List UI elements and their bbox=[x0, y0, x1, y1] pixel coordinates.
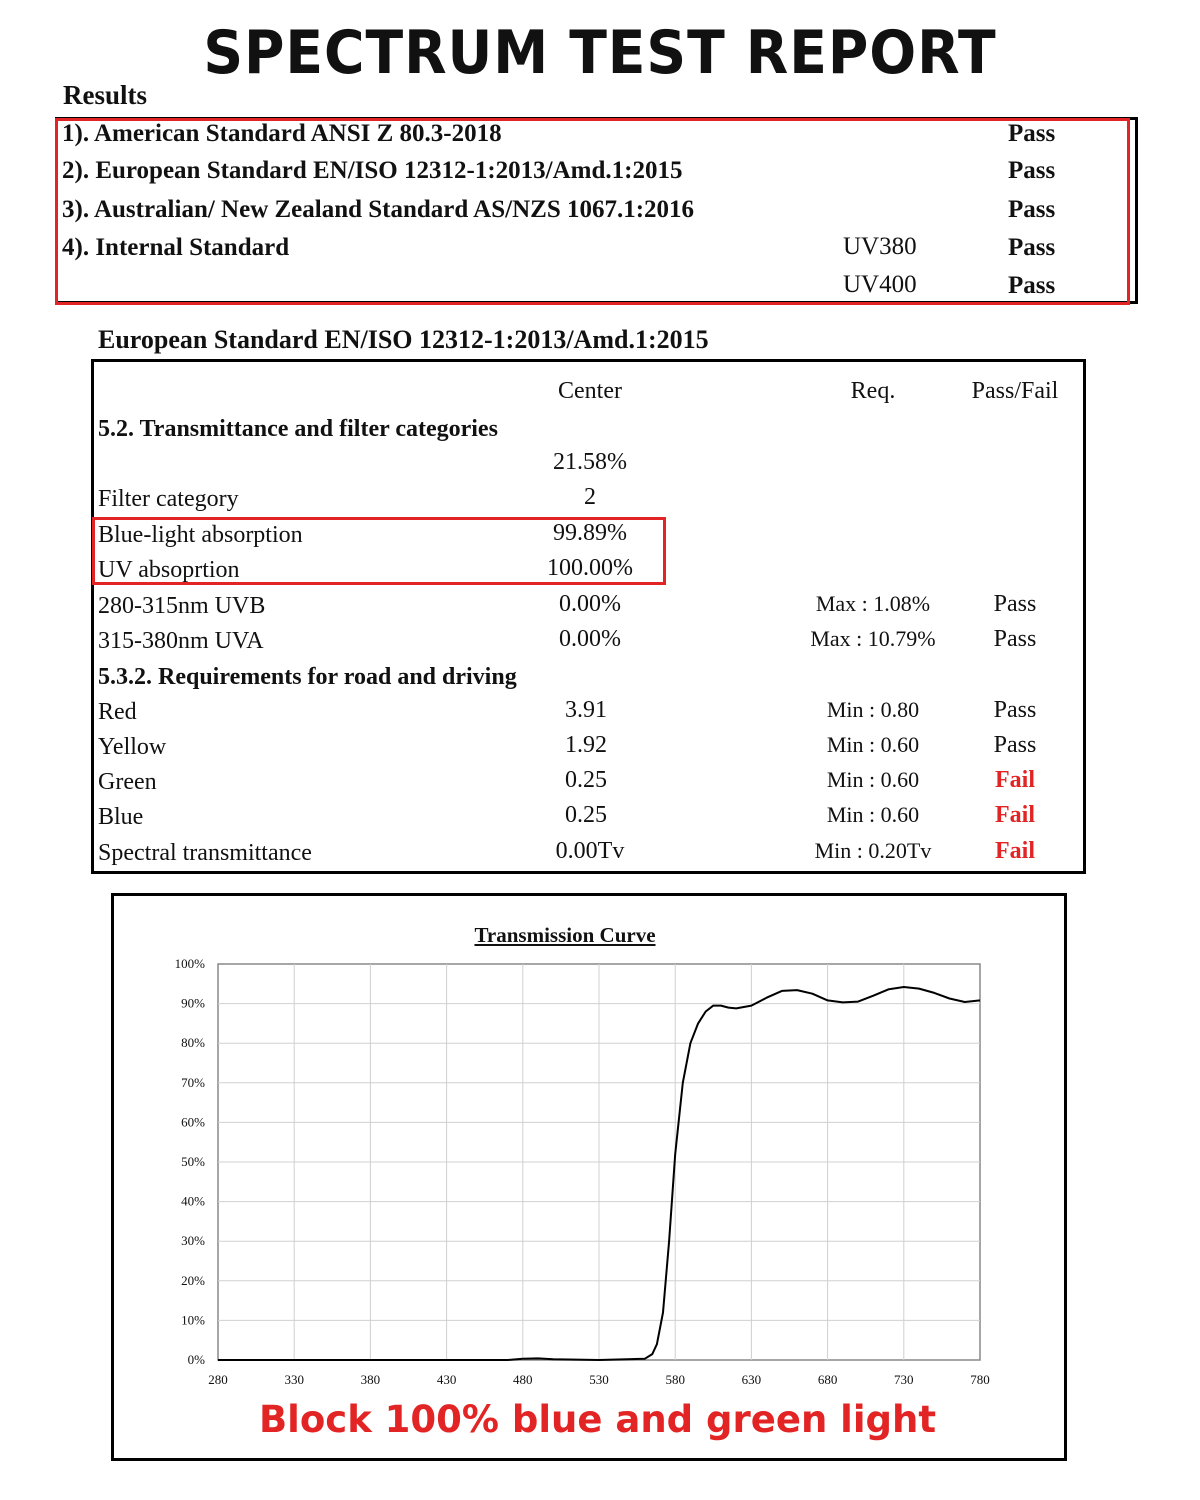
section-transmittance: 5.2. Transmittance and filter categories bbox=[98, 416, 498, 442]
row-result: Pass bbox=[993, 591, 1037, 617]
row-result: Pass bbox=[993, 697, 1037, 723]
y-tick-label: 90% bbox=[181, 995, 205, 1011]
row-center: 3.91 bbox=[565, 697, 607, 723]
y-tick-label: 70% bbox=[181, 1074, 205, 1090]
row-label: UV absoprtion bbox=[98, 557, 240, 583]
result-row-4: 4). Internal Standard bbox=[62, 234, 290, 261]
header-passfail: Pass/Fail bbox=[971, 378, 1059, 404]
row-label: Spectral transmittance bbox=[98, 840, 312, 866]
row-result: Pass bbox=[993, 732, 1037, 758]
transmittance-value: 21.58% bbox=[553, 449, 627, 475]
y-tick-label: 0% bbox=[187, 1352, 205, 1367]
result-extra-4: UV380 bbox=[843, 233, 917, 260]
row-req: Min : 0.80 bbox=[826, 697, 920, 722]
row-center: 0.25 bbox=[565, 767, 607, 793]
x-tick-label: 330 bbox=[284, 1372, 304, 1387]
row-req: Max : 10.79% bbox=[810, 626, 936, 651]
x-tick-label: 580 bbox=[665, 1372, 685, 1387]
result-status-5: Pass bbox=[1008, 272, 1056, 299]
page-title: SPECTRUM TEST REPORT bbox=[203, 18, 997, 88]
row-center: 0.00% bbox=[559, 626, 621, 652]
result-status-2: Pass bbox=[1008, 157, 1056, 184]
header-req: Req. bbox=[850, 378, 896, 404]
row-result: Fail bbox=[995, 838, 1035, 864]
result-status-1: Pass bbox=[1008, 120, 1056, 147]
y-tick-label: 100% bbox=[174, 956, 205, 971]
row-label: 315-380nm UVA bbox=[98, 628, 264, 654]
row-label: Filter category bbox=[98, 486, 239, 512]
row-req: Min : 0.60 bbox=[826, 802, 920, 827]
y-tick-label: 40% bbox=[181, 1193, 205, 1209]
x-tick-label: 630 bbox=[741, 1372, 762, 1387]
row-req: Max : 1.08% bbox=[815, 591, 931, 616]
section-road-driving: 5.3.2. Requirements for road and driving bbox=[98, 664, 517, 690]
result-row-1: 1). American Standard ANSI Z 80.3-2018 bbox=[62, 120, 502, 147]
x-tick-label: 430 bbox=[436, 1372, 457, 1387]
row-center: 99.89% bbox=[553, 520, 627, 546]
result-row-2: 2). European Standard EN/ISO 12312-1:2013/Amd.1:2015 bbox=[62, 157, 683, 184]
y-tick-label: 20% bbox=[181, 1272, 205, 1288]
result-row-3: 3). Australian/ New Zealand Standard AS/NZS 1067.1:2016 bbox=[62, 196, 695, 223]
x-tick-label: 780 bbox=[970, 1372, 990, 1387]
x-tick-label: 380 bbox=[360, 1372, 381, 1387]
x-tick-label: 280 bbox=[208, 1372, 228, 1387]
chart-title: Transmission Curve bbox=[474, 923, 656, 947]
row-center: 0.00% bbox=[559, 591, 621, 617]
y-tick-label: 80% bbox=[181, 1035, 205, 1051]
row-result: Fail bbox=[995, 802, 1035, 828]
row-center: 0.25 bbox=[565, 802, 607, 828]
y-tick-label: 10% bbox=[181, 1312, 205, 1328]
eu-table-heading: European Standard EN/ISO 12312-1:2013/Amd.1:2015 bbox=[98, 325, 709, 354]
row-result: Fail bbox=[995, 767, 1035, 793]
row-label: Blue bbox=[98, 804, 144, 830]
row-label: Green bbox=[98, 769, 157, 795]
row-label: 280-315nm UVB bbox=[98, 593, 266, 619]
y-tick-label: 30% bbox=[181, 1233, 205, 1249]
row-req: Min : 0.60 bbox=[826, 767, 920, 792]
row-req: Min : 0.60 bbox=[826, 732, 920, 757]
x-tick-label: 530 bbox=[589, 1372, 609, 1387]
row-req: Min : 0.20Tv bbox=[814, 838, 932, 863]
row-center: 2 bbox=[584, 484, 596, 510]
chart-caption: Block 100% blue and green light bbox=[258, 1398, 937, 1441]
result-status-3: Pass bbox=[1008, 196, 1056, 223]
x-tick-label: 680 bbox=[817, 1372, 838, 1387]
row-label: Blue-light absorption bbox=[98, 522, 303, 548]
row-label: Red bbox=[98, 699, 137, 725]
row-center: 0.00Tv bbox=[555, 838, 625, 864]
x-tick-label: 730 bbox=[894, 1372, 914, 1387]
header-center: Center bbox=[558, 378, 622, 404]
y-tick-label: 50% bbox=[181, 1154, 205, 1169]
result-status-4: Pass bbox=[1008, 234, 1056, 261]
row-center: 1.92 bbox=[565, 732, 607, 758]
results-label: Results bbox=[63, 80, 148, 110]
y-tick-label: 60% bbox=[181, 1114, 205, 1130]
x-tick-label: 480 bbox=[513, 1372, 533, 1387]
row-result: Pass bbox=[993, 626, 1037, 652]
row-label: Yellow bbox=[98, 734, 167, 760]
row-center: 100.00% bbox=[547, 555, 633, 581]
result-extra-5: UV400 bbox=[843, 271, 917, 298]
